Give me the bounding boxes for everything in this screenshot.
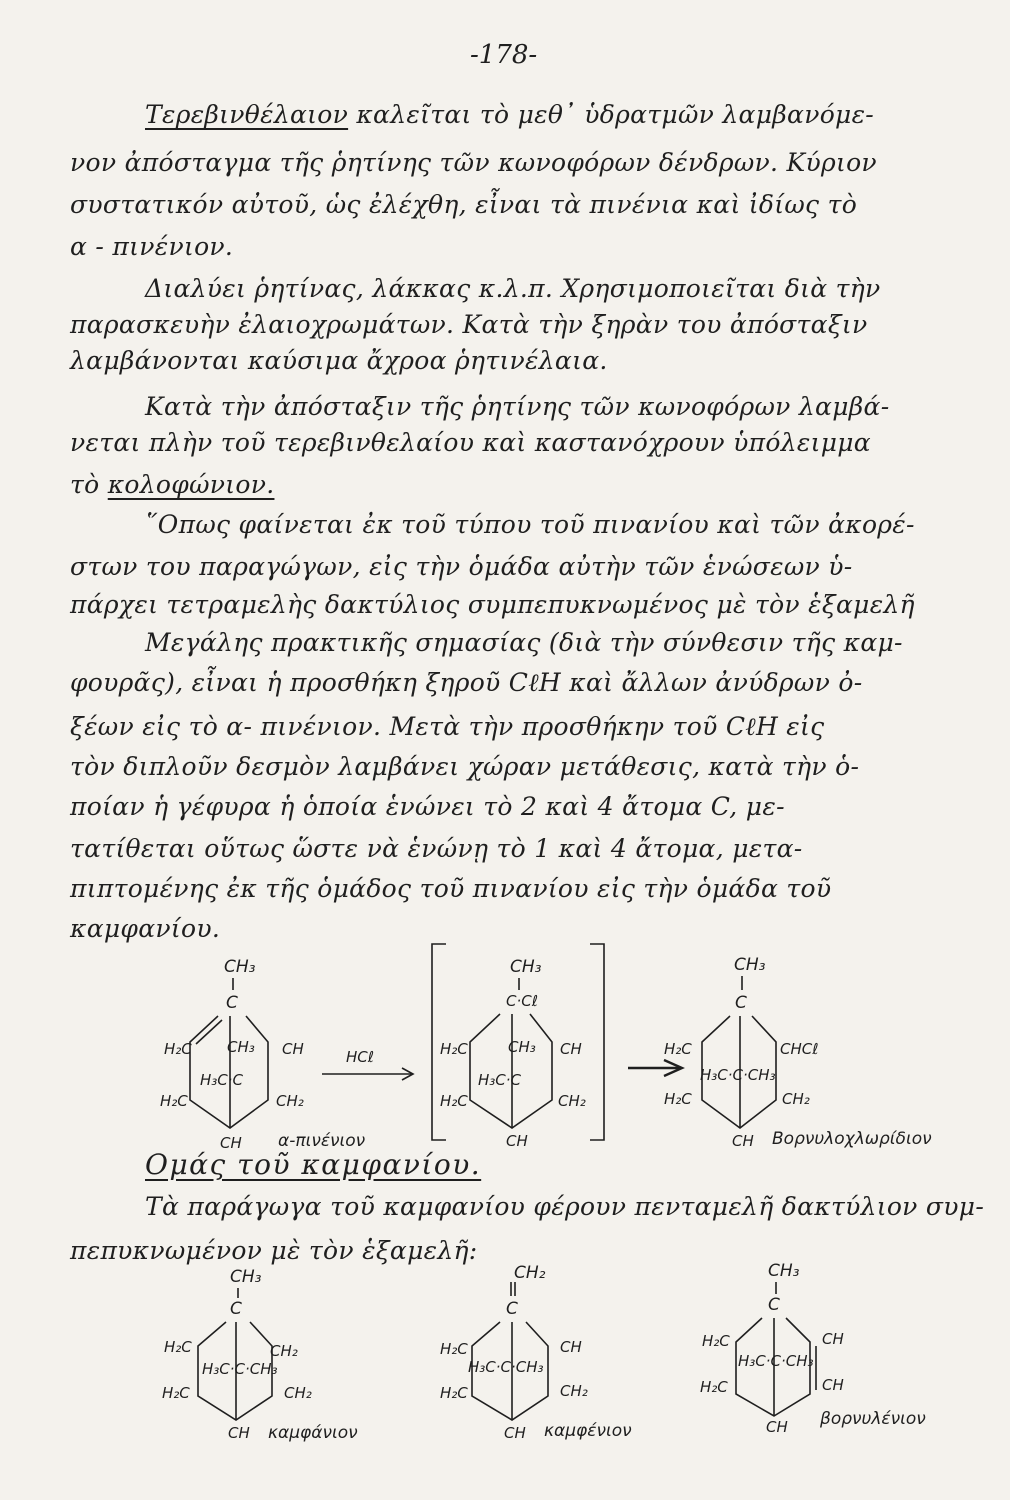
label-ch: CH [560,1338,582,1356]
text-line: νον ἀπόσταγμα τῆς ῥητίνης τῶν κωνοφόρων δένδρων. Κύριον [70,148,877,177]
label-c: C [735,993,747,1013]
label-ccl: C·Cℓ [506,992,538,1010]
text-line: πιπτομένης ἐκ τῆς ὁμάδος τοῦ πινανίου εἰς τὴν ὁμάδα τοῦ [70,874,832,903]
section-heading: Ομάς τοῦ καμφανίου. [145,1148,482,1181]
label-h3ccch3: H₃C·C·CH₃ [202,1360,278,1378]
label-ch3: CH₃ [230,1267,262,1287]
text-line: Μεγάλης πρακτικῆς σημασίας (διὰ τὴν σύνθεσιν τῆς καμ- [145,628,903,657]
label-ch3: CH₃ [734,955,766,975]
label-c: C [230,1299,242,1319]
label-ch2: CH₂ [284,1384,312,1402]
label-h2c: H₂C [440,1340,468,1358]
text-line: φουρᾶς), εἶναι ἡ προσθήκη ξηροῦ CℓH καὶ ἄλλων ἀνύδρων ὀ- [70,668,863,697]
label-c: C [506,1299,518,1319]
label-h2c: H₂C [664,1090,692,1108]
text-line: ποίαν ἡ γέφυρα ἡ ὁποία ἑνώνει τὸ 2 καὶ 4 ἄτομα C, με- [70,792,785,821]
text-line: α - πινένιον. [70,232,234,261]
text-line: πεπυκνωμένον μὲ τὸν ἑξαμελῆ: [70,1236,478,1265]
text-line: συστατικόν αὐτοῦ, ὡς ἐλέχθη, εἶναι τὰ πινένια καὶ ἰδίως τὸ [70,190,858,219]
label-chcl: CHCℓ [780,1040,819,1058]
name-bornylene: βορνυλένιον [820,1409,926,1429]
label-ch2: CH₂ [270,1342,298,1360]
name-camphane: καμφάνιον [268,1423,358,1443]
label-ch: CH [282,1040,304,1058]
text-line: Κατὰ τὴν ἀπόσταξιν τῆς ῥητίνης τῶν κωνοφόρων λαμβά- [145,392,890,421]
text-line: ξέων εἰς τὸ α- πινένιον. Μετὰ τὴν προσθήκην τοῦ CℓH εἰς [70,712,825,741]
text-line: Διαλύει ῥητίνας, λάκκας κ.λ.π. Χρησιμοποιεῖται διὰ τὴν [145,274,881,303]
label-h3ccch3: H₃C·C·CH₃ [738,1352,814,1370]
structure-camphane [162,1267,358,1443]
label-ch: CH [732,1132,754,1150]
label-h3cc: H₃C·C [200,1071,244,1089]
text-line: Τὰ παράγωγα τοῦ καμφανίου φέρουν πενταμελῆ δακτύλιον συμ- [145,1192,985,1221]
text-line: Τερεβινθέλαιον καλεῖται τὸ μεθ᾿ ὑδρατμῶν λαμβανόμε- [145,100,875,129]
term-colophony: κολοφώνιον. [107,470,275,499]
label-ch2: CH₂ [276,1092,304,1110]
text-line: τὸ κολοφώνιον. [70,470,275,499]
text-line: καμφανίου. [70,914,221,943]
label-h2c: H₂C [160,1092,188,1110]
label-h3ccch3: H₃C·C·CH₃ [700,1066,776,1084]
label-ch: CH [506,1132,528,1150]
label-ch3: CH₃ [510,957,542,977]
text-line: παρασκευὴν ἐλαιοχρωμάτων. Κατὰ τὴν ξηρὰν του ἀπόσταξιν [70,310,868,339]
text-line: στων του παραγώγων, εἰς τὴν ὁμάδα αὐτὴν τῶν ἑνώσεων ὑ- [70,552,853,581]
label-ch: CH [220,1134,242,1152]
text-line: λαμβάνονται καύσιμα ἄχροα ῥητινέλαια. [70,346,608,375]
label-ch3: CH₃ [224,957,256,977]
name-a-pinene: α-πινένιον [278,1131,366,1151]
label-h2c: H₂C [700,1378,728,1396]
label-ch: CH [822,1330,844,1348]
text-line: νεται πλὴν τοῦ τερεβινθελαίου καὶ καστανόχρουν ὑπόλειμμα [70,428,871,457]
label-h3ccch3: H₃C·C·CH₃ [468,1358,544,1376]
name-camphene: καμφένιον [544,1421,632,1441]
label-ch: CH [504,1424,526,1442]
label-h3cc: H₃C·C [478,1071,522,1089]
label-ch3: CH₃ [768,1261,800,1281]
structure-a-pinene [160,957,366,1152]
label-h2c: H₂C [440,1384,468,1402]
text-line: τὸν διπλοῦν δεσμὸν λαμβάνει χώραν μετάθεσις, κατὰ τὴν ὁ- [70,752,860,781]
label-h2c: H₂C [440,1040,468,1058]
structure-camphene [440,1263,632,1442]
label-ch2: CH₂ [782,1090,810,1108]
label-h2c: H₂C [164,1040,192,1058]
text-line: πάρχει τετραμελὴς δακτύλιος συμπεπυκνωμένος μὲ τὸν ἑξαμελῆ [70,590,915,619]
label-h2c: H₂C [440,1092,468,1110]
term-turpentine-oil: Τερεβινθέλαιον [145,100,349,129]
label-c: C [226,993,238,1013]
label-ch2-exo: CH₂ [514,1263,546,1283]
structure-intermediate [432,944,604,1150]
label-h2c: H₂C [664,1040,692,1058]
label-ch2: CH₂ [560,1382,588,1400]
text-line: ῞Οπως φαίνεται ἐκ τοῦ τύπου τοῦ πινανίου καὶ τῶν ἀκορέ- [145,510,915,539]
label-ch2: CH₂ [558,1092,586,1110]
label-h2c: H₂C [162,1384,190,1402]
label-c: C [768,1295,780,1315]
label-ch: CH [560,1040,582,1058]
label-ch: CH [228,1424,250,1442]
label-h2c: H₂C [164,1338,192,1356]
label-reagent: HCℓ [346,1048,374,1066]
text-line: τατίθεται οὕτως ὥστε νὰ ἑνώνῃ τὸ 1 καὶ 4 ἄτομα, μετα- [70,834,803,863]
label-ch3: CH₃ [227,1038,255,1056]
name-bornyl-chloride: Βορνυλοχλωρίδιον [772,1129,932,1149]
structure-bornyl-chloride [664,955,932,1150]
label-ch: CH [822,1376,844,1394]
rearrangement-arrow [628,1060,682,1076]
structure-bornylene [700,1261,926,1436]
label-h2c: H₂C [702,1332,730,1350]
label-ch3: CH₃ [508,1038,536,1056]
label-ch: CH [766,1418,788,1436]
page-number: -178- [470,40,538,70]
reaction-arrow-hcl [322,1048,413,1080]
